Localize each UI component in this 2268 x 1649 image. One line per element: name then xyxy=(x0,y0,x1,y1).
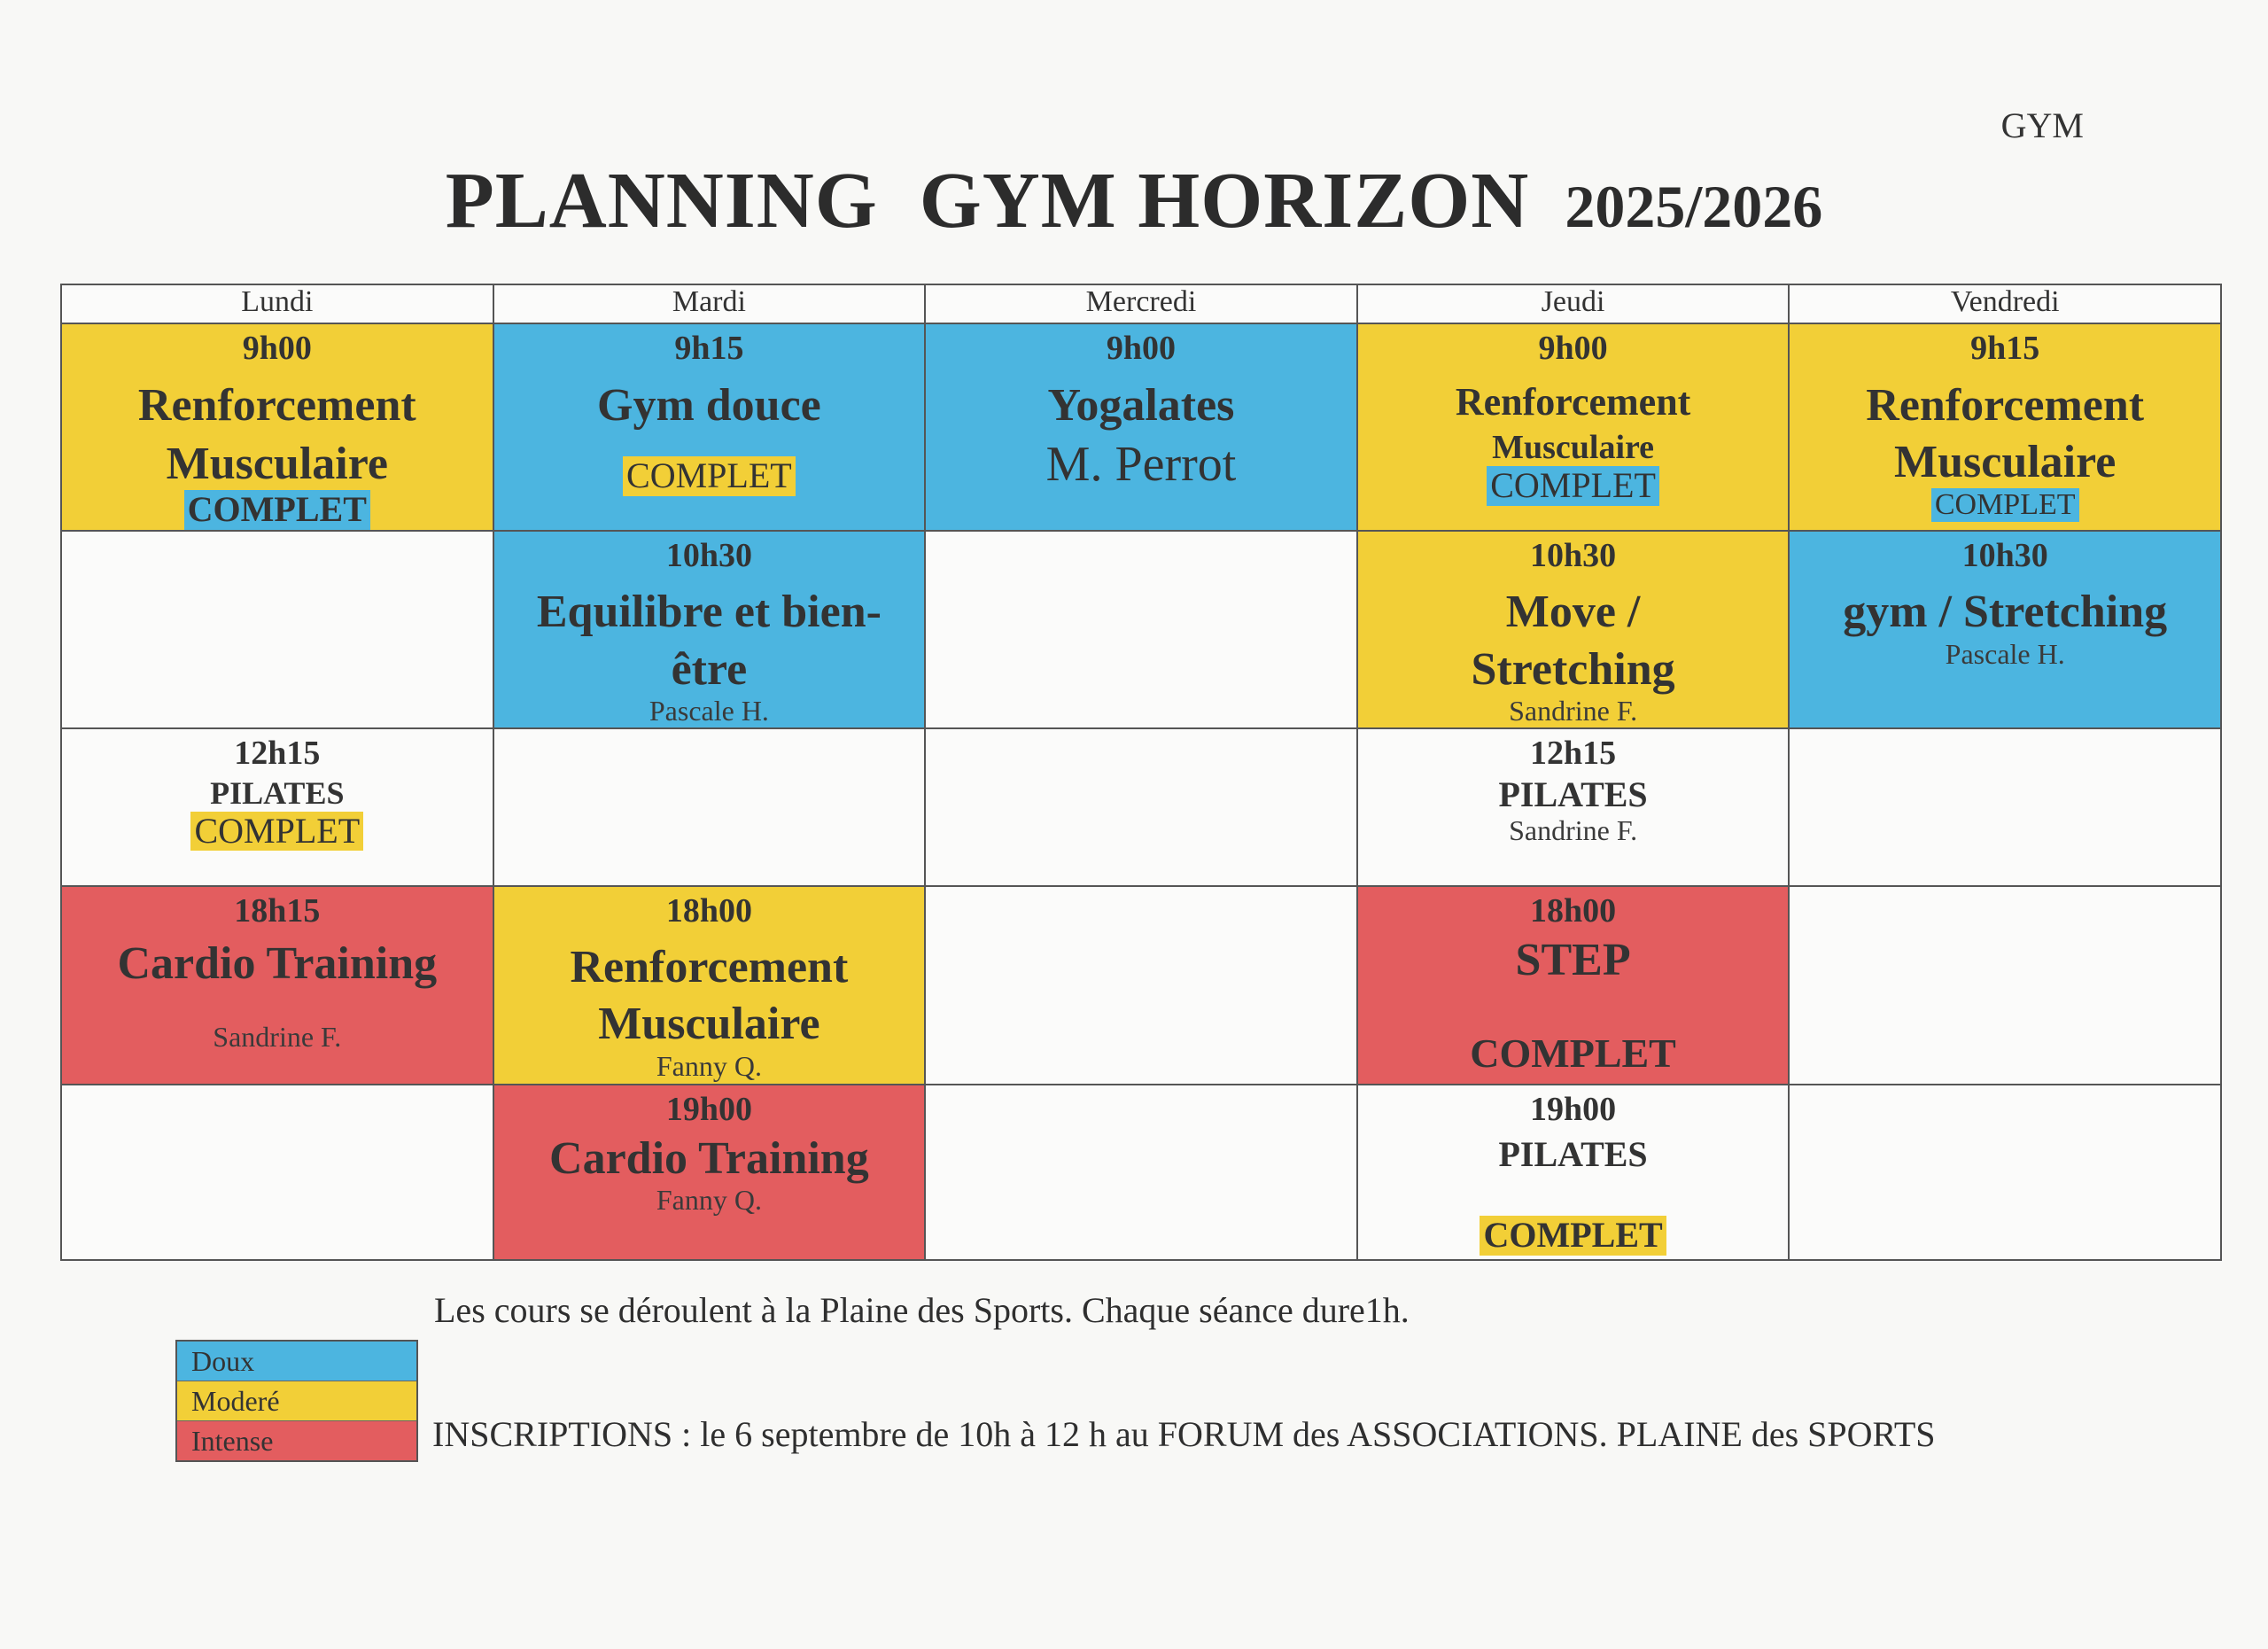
day-header-mercredi: Mercredi xyxy=(925,284,1357,323)
class-time: 18h00 xyxy=(665,891,752,930)
class-time: 19h00 xyxy=(1530,1090,1617,1128)
class-name-line2: Stretching xyxy=(1471,643,1675,695)
schedule-row xyxy=(61,728,2221,886)
class-time: 9h00 xyxy=(1106,330,1177,367)
class-name: Equilibre et bien- xyxy=(536,587,882,638)
legend-item-doux: Doux xyxy=(177,1342,416,1381)
complet-badge: COMPLET xyxy=(184,490,370,530)
empty-cell xyxy=(493,728,926,886)
class-coach: Fanny Q. xyxy=(656,1184,762,1217)
class-name: PILATES xyxy=(210,775,345,812)
empty-cell xyxy=(61,1085,493,1260)
class-name: PILATES xyxy=(1498,774,1648,815)
class-time: 9h00 xyxy=(242,330,312,367)
legend-item-modere: Moderé xyxy=(177,1381,416,1421)
class-coach: Sandrine F. xyxy=(213,1021,342,1054)
class-coach: Pascale H. xyxy=(649,694,769,727)
class-cell-jeudi-pilates xyxy=(1357,728,1790,886)
class-name: Cardio Training xyxy=(549,1133,869,1185)
inscriptions-note: INSCRIPTIONS : le 6 septembre de 10h à 12 h au FORUM des ASSOCIATIONS. PLAINE des SPORTS xyxy=(432,1414,1936,1454)
complet-badge: COMPLET xyxy=(1470,1031,1676,1077)
schedule-row xyxy=(61,531,2221,728)
class-time: 10h30 xyxy=(1530,536,1617,574)
class-cell-mardi-gym-douce xyxy=(493,323,926,531)
class-cell-jeudi-move-stretching xyxy=(1357,531,1790,728)
empty-cell xyxy=(1789,886,2221,1085)
class-name: Gym douce xyxy=(597,379,821,431)
class-name-line2: être xyxy=(671,643,748,695)
class-cell-lundi-pilates xyxy=(61,728,493,886)
day-header-jeudi: Jeudi xyxy=(1357,284,1790,323)
intensity-legend xyxy=(175,1340,418,1462)
class-time: 10h30 xyxy=(1961,536,2048,574)
empty-cell xyxy=(925,886,1357,1085)
class-name: PILATES xyxy=(1498,1134,1648,1175)
complet-badge: COMPLET xyxy=(1480,1216,1666,1256)
title-year: 2025/2026 xyxy=(1565,173,1823,240)
legend-item-intense: Intense xyxy=(177,1421,416,1460)
class-time: 18h15 xyxy=(234,891,321,930)
day-header-mardi: Mardi xyxy=(493,284,926,323)
day-header-vendredi: Vendredi xyxy=(1789,284,2221,323)
class-coach: M. Perrot xyxy=(1045,436,1237,492)
schedule-row xyxy=(61,1085,2221,1260)
class-name: Renforcement xyxy=(1455,379,1691,424)
class-time: 19h00 xyxy=(665,1090,752,1128)
empty-cell xyxy=(1789,728,2221,886)
class-name: Yogalates xyxy=(1047,379,1235,431)
class-coach: Pascale H. xyxy=(1945,637,2065,670)
schedule-row xyxy=(61,323,2221,531)
class-name: Renforcement xyxy=(137,379,416,431)
class-name: Renforcement xyxy=(570,942,849,993)
empty-cell xyxy=(925,728,1357,886)
class-cell-mardi-equilibre xyxy=(493,531,926,728)
day-header-lundi: Lundi xyxy=(61,284,493,323)
class-time: 9h15 xyxy=(674,330,744,367)
class-cell-jeudi-renforcement xyxy=(1357,323,1790,531)
corner-tag: GYM xyxy=(2000,105,2084,145)
empty-cell xyxy=(925,531,1357,728)
day-header-row xyxy=(61,284,2221,323)
class-cell-mardi-cardio xyxy=(493,1085,926,1260)
empty-cell xyxy=(925,1085,1357,1260)
class-name: gym / Stretching xyxy=(1843,587,2168,638)
class-time: 18h00 xyxy=(1530,891,1617,930)
class-time: 9h15 xyxy=(1970,330,2040,367)
class-time: 12h15 xyxy=(1530,734,1617,772)
class-name: STEP xyxy=(1515,935,1631,986)
complet-badge: COMPLET xyxy=(1931,488,2079,522)
class-time: 10h30 xyxy=(665,536,752,574)
class-name-line2: Musculaire xyxy=(1894,436,2117,487)
class-cell-lundi-cardio xyxy=(61,886,493,1085)
class-name: Renforcement xyxy=(1866,379,2145,431)
class-cell-mardi-renforcement xyxy=(493,886,926,1085)
class-name: Move / xyxy=(1505,587,1641,638)
class-cell-lundi-renforcement xyxy=(61,323,493,531)
page-title xyxy=(0,155,2268,246)
class-cell-vendredi-stretching xyxy=(1789,531,2221,728)
empty-cell xyxy=(61,531,493,728)
title-main: PLANNING GYM HORIZON xyxy=(445,157,1530,245)
complet-badge: COMPLET xyxy=(190,812,363,852)
class-coach: Fanny Q. xyxy=(656,1049,762,1082)
class-cell-mercredi-yogalates xyxy=(925,323,1357,531)
class-name-line2: Musculaire xyxy=(598,999,820,1050)
class-cell-jeudi-pilates-soir xyxy=(1357,1085,1790,1260)
class-cell-vendredi-renforcement xyxy=(1789,323,2221,531)
class-name: Cardio Training xyxy=(117,938,438,990)
footer-note: Les cours se déroulent à la Plaine des Sports. Chaque séance dure1h. xyxy=(434,1290,1410,1330)
class-cell-jeudi-step xyxy=(1357,886,1790,1085)
class-name-line2: Musculaire xyxy=(166,438,388,489)
class-time: 9h00 xyxy=(1538,330,1608,367)
empty-cell xyxy=(1789,1085,2221,1260)
schedule-table xyxy=(60,284,2222,1261)
class-name-line2: Musculaire xyxy=(1492,428,1655,466)
class-coach: Sandrine F. xyxy=(1509,814,1638,846)
class-coach: Sandrine F. xyxy=(1509,694,1638,727)
class-time: 12h15 xyxy=(234,734,321,772)
schedule-row xyxy=(61,886,2221,1085)
complet-badge: COMPLET xyxy=(1487,466,1659,506)
complet-badge: COMPLET xyxy=(623,456,796,496)
